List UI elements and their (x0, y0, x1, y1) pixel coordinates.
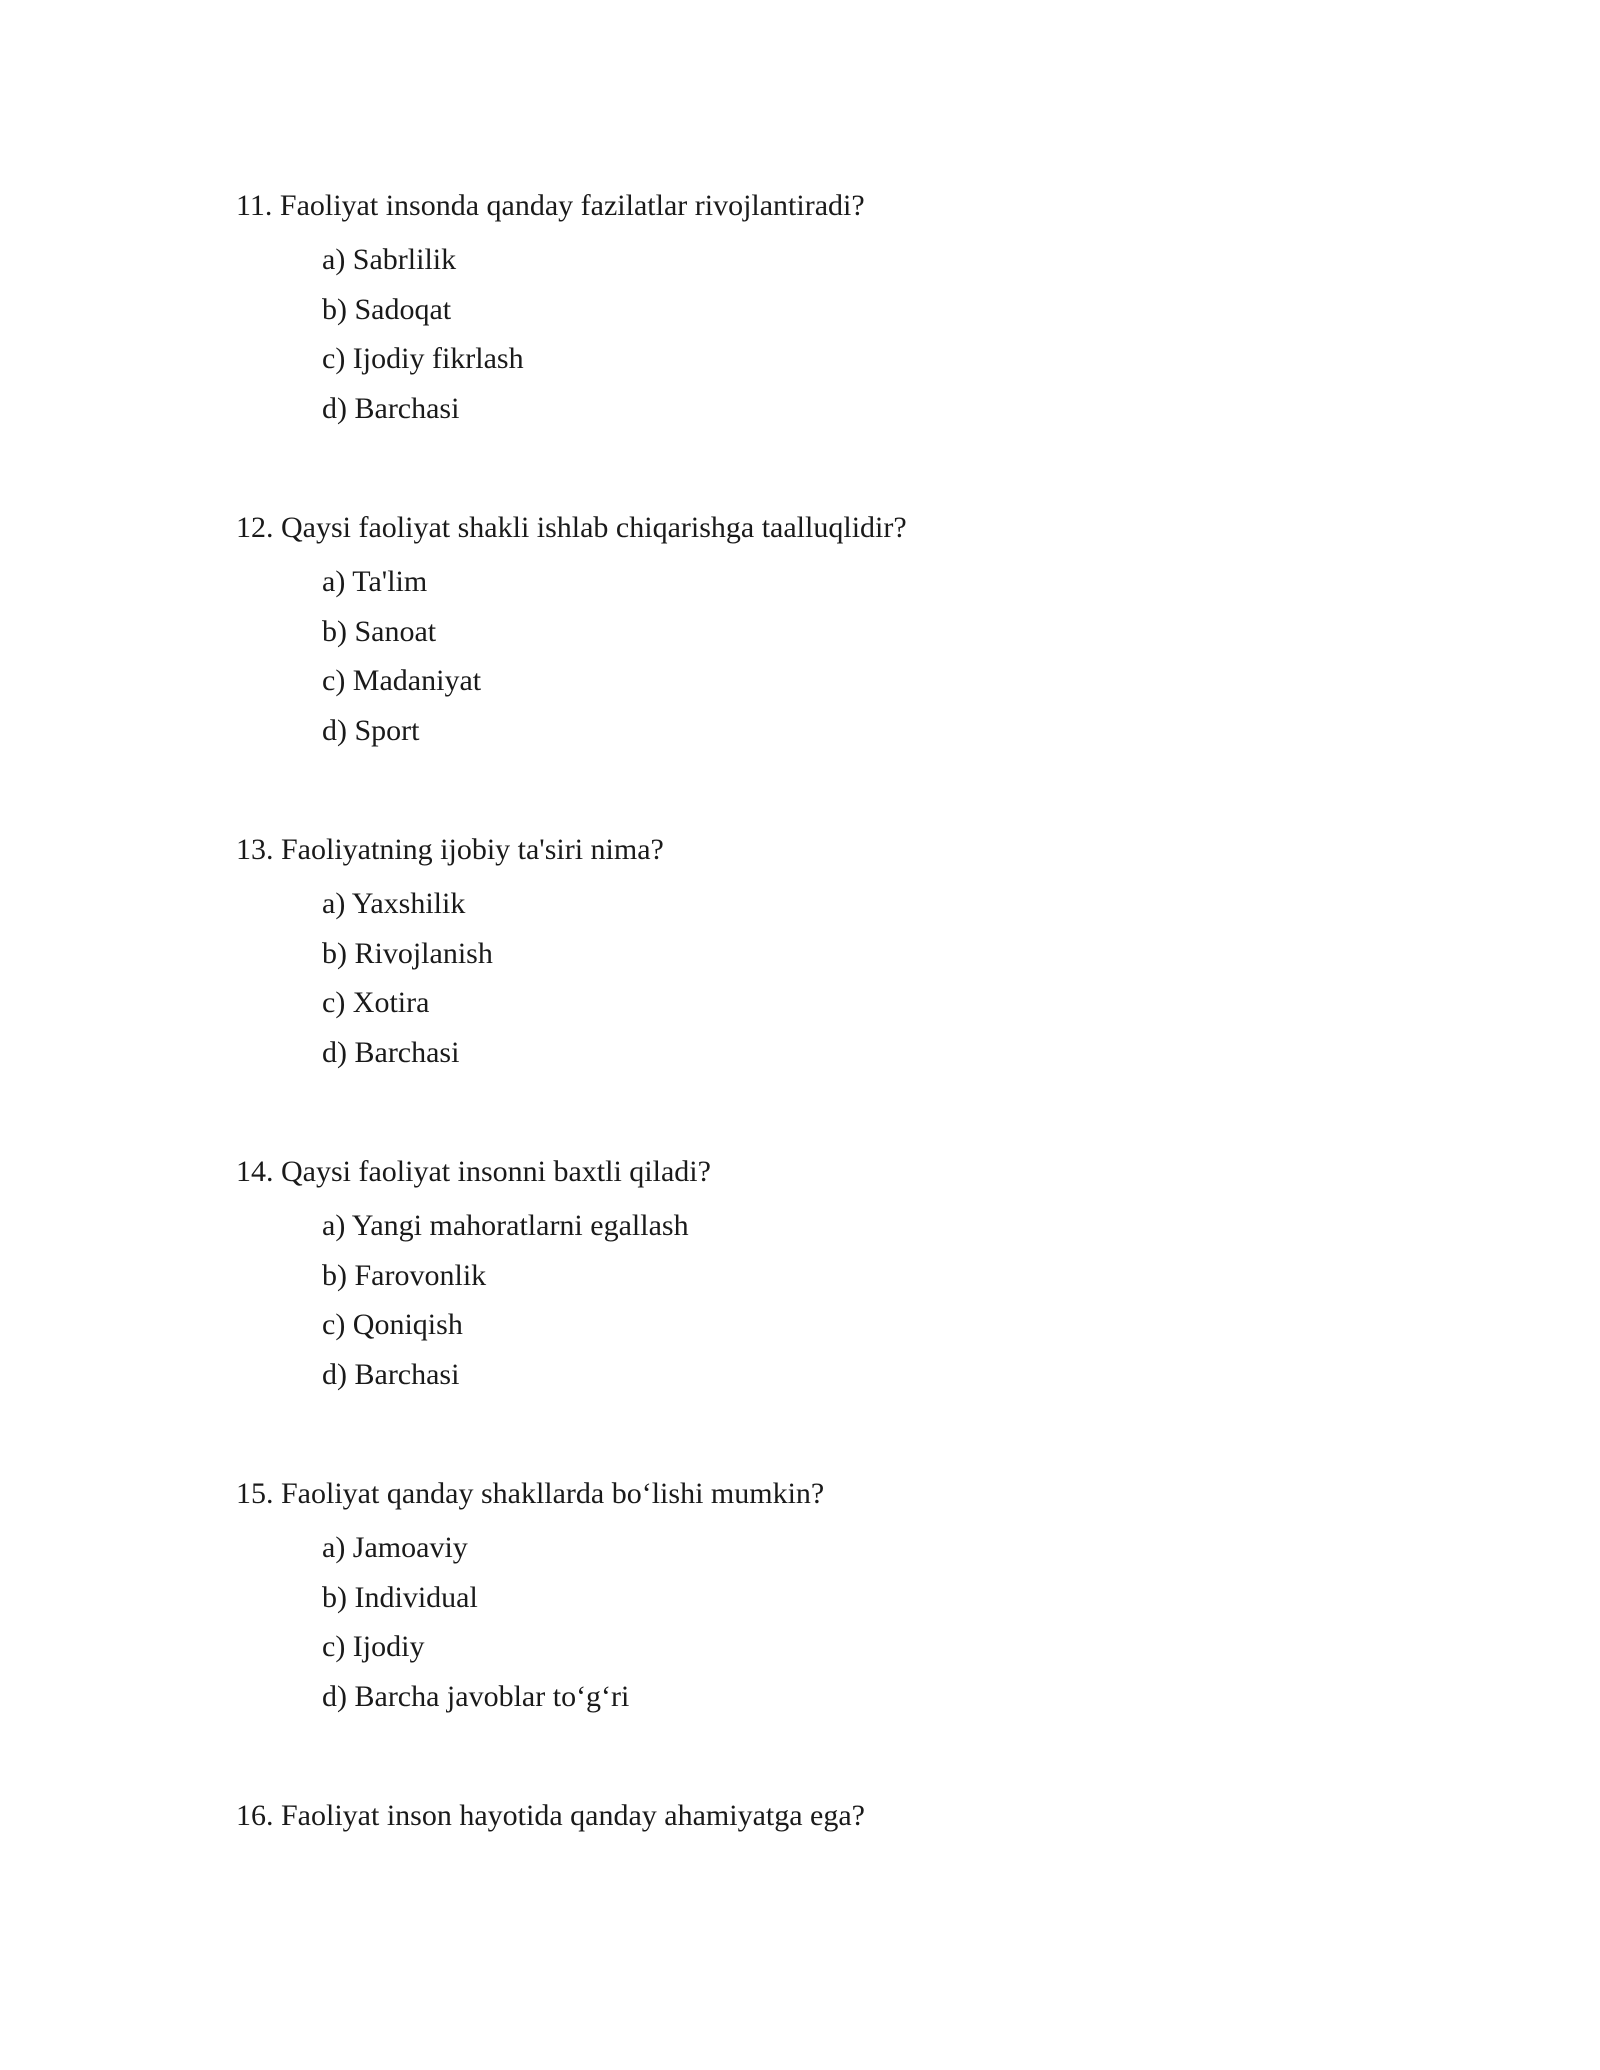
answer-options (236, 884, 1436, 1073)
option-b: b) Individual (322, 1580, 478, 1614)
question-text: 16. Faoliyat inson hayotida qanday ahamiyatga ega? (236, 1799, 865, 1832)
question-text: 11. Faoliyat insonda qanday fazilatlar rivojlantiradi? (236, 189, 865, 222)
question-11 (236, 186, 1436, 438)
question-text: 15. Faoliyat qanday shakllarda bo‘lishi mumkin? (236, 1477, 825, 1510)
option-d: d) Barchasi (322, 391, 460, 425)
question-16 (236, 1796, 1436, 1836)
option-d: d) Barchasi (322, 1357, 460, 1391)
question-text: 14. Qaysi faoliyat insonni baxtli qiladi? (236, 1155, 711, 1188)
question-text: 13. Faoliyatning ijobiy ta'siri nima? (236, 833, 664, 866)
option-c: c) Xotira (322, 986, 430, 1019)
option-b: b) Rivojlanish (322, 936, 493, 970)
option-b: b) Sadoqat (322, 292, 452, 326)
answer-options (236, 1528, 1436, 1717)
option-a: a) Jamoaviy (322, 1531, 468, 1564)
option-c: c) Qoniqish (322, 1308, 463, 1341)
option-d: d) Sport (322, 713, 420, 747)
option-d: d) Barcha javoblar to‘g‘ri (322, 1679, 630, 1713)
option-d: d) Barchasi (322, 1035, 460, 1069)
option-c: c) Ijodiy fikrlash (322, 342, 524, 375)
option-c: c) Ijodiy (322, 1630, 425, 1663)
option-a: a) Yaxshilik (322, 887, 466, 920)
option-a: a) Ta'lim (322, 565, 428, 598)
option-a: a) Sabrlilik (322, 243, 457, 276)
question-13 (236, 830, 1436, 1082)
question-12 (236, 508, 1436, 760)
question-text: 12. Qaysi faoliyat shakli ishlab chiqarishga taalluqlidir? (236, 511, 907, 544)
answer-options (236, 562, 1436, 751)
question-15 (236, 1474, 1436, 1726)
option-a: a) Yangi mahoratlarni egallash (322, 1209, 689, 1242)
option-b: b) Farovonlik (322, 1258, 487, 1292)
option-c: c) Madaniyat (322, 664, 482, 697)
option-b: b) Sanoat (322, 614, 437, 648)
answer-options (236, 1206, 1436, 1395)
question-14 (236, 1152, 1436, 1404)
answer-options (236, 240, 1436, 429)
